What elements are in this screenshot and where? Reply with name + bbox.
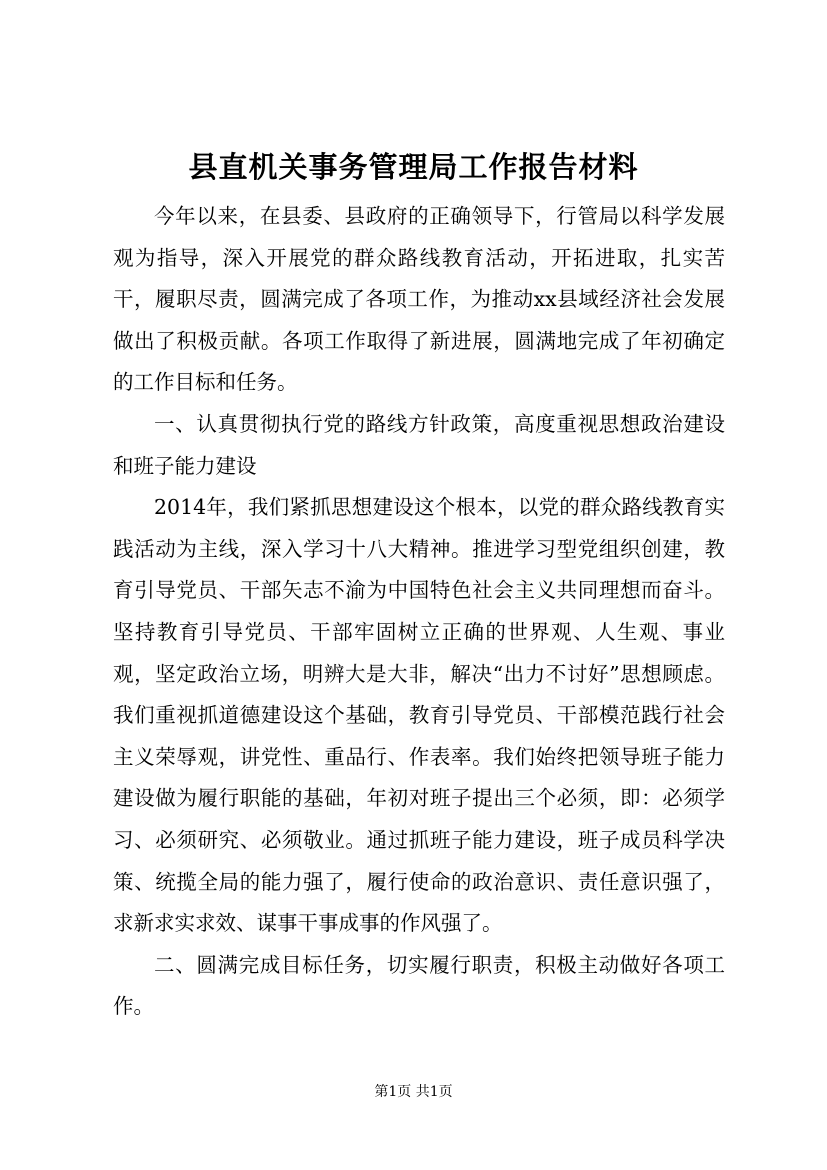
paragraph-section-one-heading: 一、认真贯彻执行党的路线方针政策，高度重视思想政治建设和班子能力建设 bbox=[113, 411, 725, 478]
paragraph-section-two-heading: 二、圆满完成目标任务，切实履行职责，积极主动做好各项工作。 bbox=[113, 952, 725, 1019]
paragraph-section-one-body: 2014年，我们紧抓思想建设这个根本，以党的群众路线教育实践活动为主线，深入学习十八大精神。推进学习型党组织创建，教育引导党员、干部矢志不渝为中国特色社会主义共同理想而奋斗。坚持教育引导党员、干部牢固树立正确的世界观、人生观、事业观，坚定政治立场，明辨大是大非，解决“出力不讨好”思想顾虑。我们重视抓道德建设这个基础，教育引导党员、干部模范践行社会主义荣辱观，讲党性、重品行、作表率。我们始终把领导班子能力建设做为履行职能的基础，年初对班子提出三个必须，即：必须学习、必须研究、必须敬业。通过抓班子能力建设，班子成员科学决策、统揽全局的能力强了，履行使命的政治意识、责任意识强了，求新求实求效、谋事干事成事的作风强了。 bbox=[113, 495, 725, 936]
paragraph-intro: 今年以来，在县委、县政府的正确领导下，行管局以科学发展观为指导，深入开展党的群众路线教育活动，开拓进取，扎实苦干，履职尽责，圆满完成了各项工作，为推动xx县域经济社会发展做出了积极贡献。各项工作取得了新进展，圆满地完成了年初确定的工作目标和任务。 bbox=[113, 204, 725, 395]
document-title: 县直机关事务管理局工作报告材料 bbox=[188, 150, 639, 184]
page-footer: 第1页 共1页 bbox=[374, 1084, 453, 1100]
document-body bbox=[113, 196, 725, 1028]
